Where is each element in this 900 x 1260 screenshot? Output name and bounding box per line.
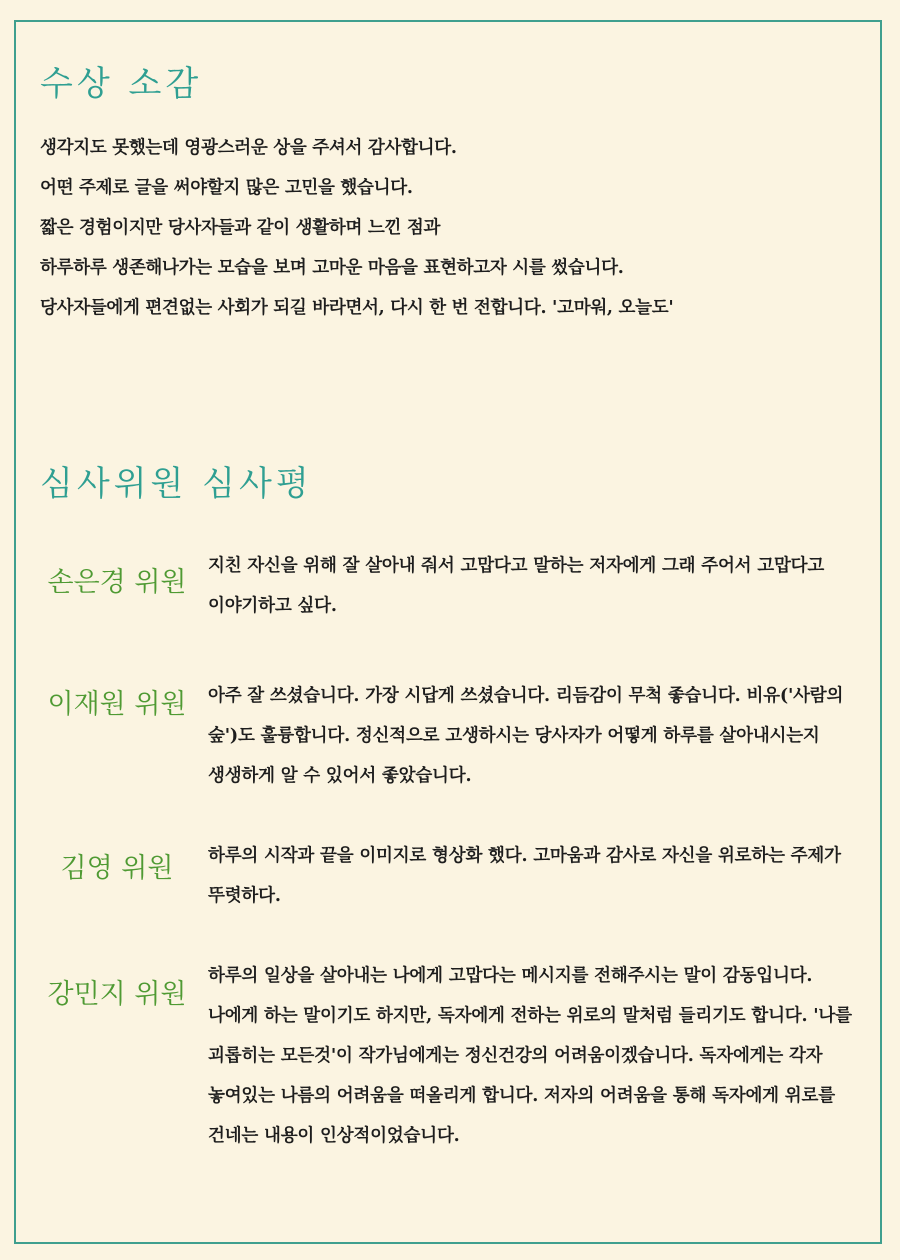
reviewer-name: 이재원 위원 <box>47 689 187 720</box>
speech-line: 짧은 경험이지만 당사자들과 같이 생활하며 느낀 점과 <box>40 218 441 238</box>
speech-line: 어떤 주제로 글을 써야할지 많은 고민을 했습니다. <box>40 178 413 198</box>
speech-line: 하루하루 생존해나가는 모습을 보며 고마운 마음을 표현하고자 시를 썼습니다. <box>40 258 624 278</box>
review-text: 하루의 일상을 살아내는 나에게 고맙다는 메시지를 전해주시는 말이 감동입니다. 나에게 하는 말이기도 하지만, 독자에게 전하는 위로의 말처럼 들리기도 합니다. '나를 괴롭히는 모든것'이 작가님에게는 정신건강의 어려움이겠습니다. 독자에게는 각자 놓여있는 나름의 어려움을 떠올리게 합니다. 저자의 어려움을 통해 독자에게 위로를 건네는 내용이 인상적이었습니다. <box>208 966 852 1146</box>
judges-review-title: 심사위원 심사평 <box>40 464 313 504</box>
reviewer-name: 강민지 위원 <box>47 979 187 1010</box>
review-text: 지친 자신을 위해 잘 살아내 줘서 고맙다고 말하는 저자에게 그래 주어서 고맙다고 이야기하고 싶다. <box>208 556 825 616</box>
award-speech-body <box>40 128 870 328</box>
speech-line: 생각지도 못했는데 영광스러운 상을 주셔서 감사합니다. <box>40 138 457 158</box>
reviewer-name: 김영 위원 <box>60 853 174 884</box>
award-speech-title: 수상 소감 <box>40 64 203 104</box>
review-text: 하루의 시작과 끝을 이미지로 형상화 했다. 고마움과 감사로 자신을 위로하는 주제가 뚜렷하다. <box>208 846 841 906</box>
speech-line: 당사자들에게 편견없는 사회가 되길 바라면서, 다시 한 번 전합니다. '고마워, 오늘도' <box>40 298 674 318</box>
reviewer-name: 손은경 위원 <box>47 567 187 598</box>
review-text: 아주 잘 쓰셨습니다. 가장 시답게 쓰셨습니다. 리듬감이 무척 좋습니다. 비유('사람의 숲')도 훌륭합니다. 정신적으로 고생하시는 당사자가 어떻게 하루를 살아내시는지 생생하게 알 수 있어서 좋았습니다. <box>208 686 844 786</box>
